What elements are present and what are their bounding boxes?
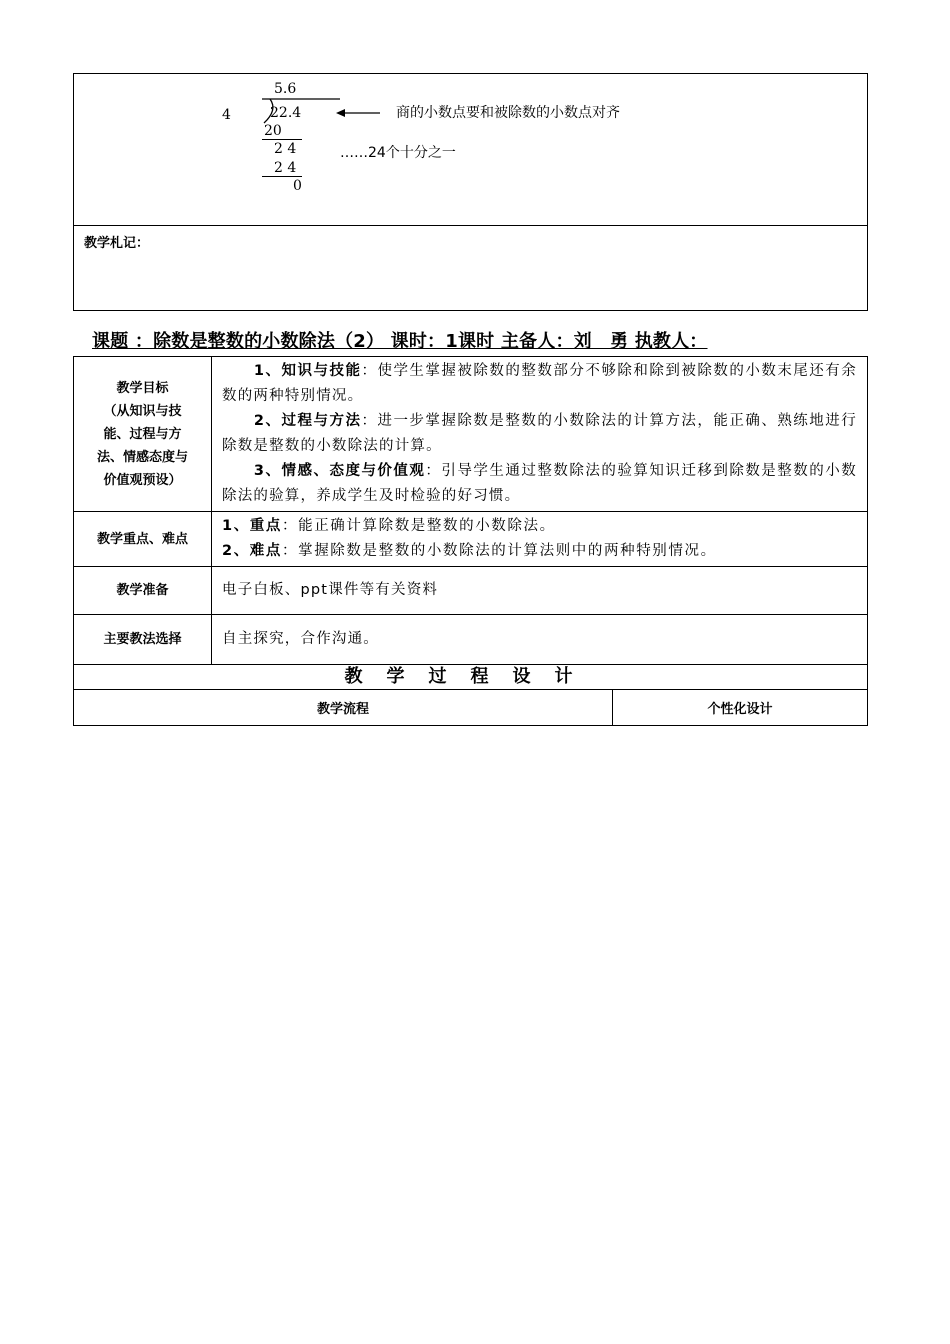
process-heading: 教学过程设计 — [74, 665, 868, 690]
goal-text: ：进一步掌握除数是整数的小数除法的计算方法，能正确、熟练地进行除数是整数的小数除法的计算。 — [222, 413, 857, 454]
personalized-design-header: 个性化设计 — [613, 690, 868, 726]
goal-title: 2、过程与方法 — [253, 413, 362, 429]
difficult-point — [222, 539, 857, 564]
course-header: 课题 ：除数是整数的小数除法（2） 课时：1课时 主备人：刘 勇 执教人： — [92, 331, 708, 352]
goal-title: 3、情感、态度与价值观 — [253, 463, 426, 479]
goals-content — [212, 357, 868, 512]
method-label: 主要教法选择 — [74, 615, 212, 665]
goals-label-line: 能、过程与方 — [103, 426, 182, 442]
goals-label-line: 法、情感态度与 — [96, 449, 188, 465]
key-point — [222, 514, 857, 539]
step-two: 2 4 — [274, 141, 297, 157]
teaching-flow-header: 教学流程 — [74, 690, 613, 726]
goals-label-line: 价值观预设） — [103, 472, 182, 488]
step-three: 2 4 — [274, 160, 297, 176]
difficult-point-title: 2、难点 — [222, 543, 282, 559]
tenths-note: ……24个十分之一 — [340, 145, 456, 161]
section-divider — [74, 225, 867, 226]
key-points-label: 教学重点、难点 — [74, 512, 212, 567]
goals-label-line: （从知识与技 — [103, 403, 182, 419]
goal-title: 1、知识与技能 — [253, 363, 362, 379]
lesson-plan-table — [73, 356, 868, 726]
key-points-row — [74, 512, 868, 567]
teaching-notes-label: 教学札记： — [84, 236, 150, 251]
step-one: 20 — [264, 123, 282, 139]
key-points-content — [212, 512, 868, 567]
goal-text: ：使学生掌握被除数的整数部分不够除和除到被除数的小数末尾还有余数的两种特别情况。 — [222, 363, 857, 404]
arrow-left-icon — [336, 106, 382, 120]
difficult-point-text: ：掌握除数是整数的小数除法的计算法则中的两种特别情况。 — [282, 543, 717, 559]
remainder: 0 — [293, 178, 302, 194]
division-example-box — [73, 73, 868, 311]
column-head-row — [74, 690, 868, 726]
key-point-text: ：能正确计算除数是整数的小数除法。 — [282, 518, 556, 534]
goals-label — [74, 357, 212, 512]
divisor: 4 — [222, 107, 231, 123]
preparation-row — [74, 567, 868, 615]
preparation-label: 教学准备 — [74, 567, 212, 615]
goals-row — [74, 357, 868, 512]
goal-text: ：引导学生通过整数除法的验算知识迁移到除数是整数的小数除法的验算，养成学生及时检验的好习惯。 — [222, 463, 857, 504]
process-heading-row — [74, 665, 868, 690]
goals-label-line: 教学目标 — [116, 380, 169, 396]
goal-knowledge — [222, 359, 857, 409]
goal-process — [222, 409, 857, 459]
decimal-point-note: 商的小数点要和被除数的小数点对齐 — [396, 105, 620, 121]
key-point-title: 1、重点 — [222, 518, 282, 534]
goal-attitude — [222, 459, 857, 509]
method-row — [74, 615, 868, 665]
dividend: 22.4 — [270, 105, 302, 121]
method-content: 自主探究，合作沟通。 — [212, 615, 868, 665]
quotient: 5.6 — [274, 81, 297, 97]
preparation-content: 电子白板、ppt课件等有关资料 — [212, 567, 868, 615]
